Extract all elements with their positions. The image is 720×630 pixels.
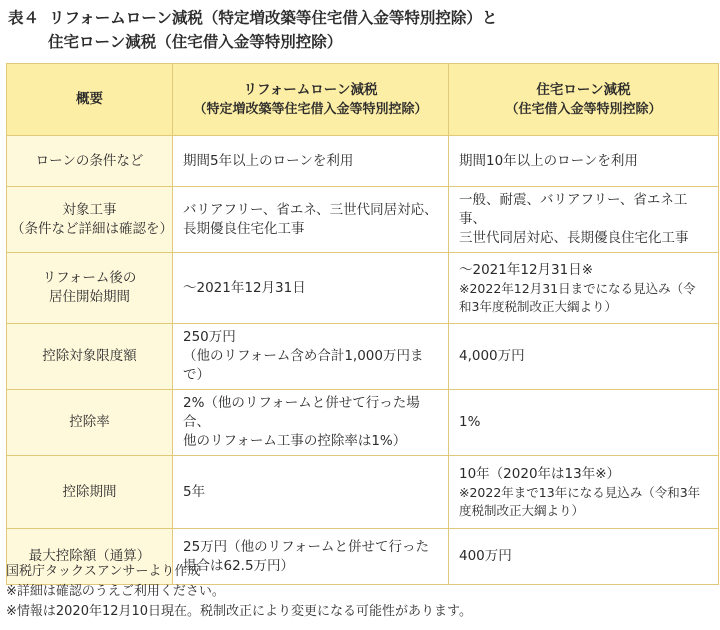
- footnote: ※詳細は確認のうえご利用ください。: [6, 584, 225, 599]
- header-overview: 概要: [7, 64, 173, 136]
- row-label: 控除率: [7, 390, 173, 456]
- header-reform-loan: リフォームローン減税 （特定増改築等住宅借入金等特別控除）: [173, 64, 449, 136]
- row-label: 対象工事 （条件など詳細は確認を）: [7, 187, 173, 253]
- housing-cell: 4,000万円: [449, 324, 719, 390]
- housing-cell: 期間10年以上のローンを利用: [449, 136, 719, 187]
- header-housing-loan: 住宅ローン減税 （住宅借入金等特別控除）: [449, 64, 719, 136]
- table-row: [7, 136, 719, 187]
- table-header-row: [7, 64, 719, 136]
- title-line-1: 表４ リフォームローン減税（特定増改築等住宅借入金等特別控除）と: [8, 9, 498, 27]
- reform-cell: 5年: [173, 456, 449, 529]
- reform-cell: 25万円（他のリフォームと併せて行った 場合は62.5万円）: [173, 529, 449, 585]
- table-row: [7, 324, 719, 390]
- table-title: [8, 6, 714, 54]
- table-row: [7, 456, 719, 529]
- row-label: ローンの条件など: [7, 136, 173, 187]
- reform-cell: 期間5年以上のローンを利用: [173, 136, 449, 187]
- housing-note: ※2022年12月31日までになる見込み（令和3年度税制改正大綱より）: [459, 280, 696, 314]
- table-row: [7, 187, 719, 253]
- housing-cell: 一般、耐震、バリアフリー、省エネ工事、 三世代同居対応、長期優良住宅化工事: [449, 187, 719, 253]
- housing-note: ※2022年まで13年になる見込み（令和3年度税制改正大綱より）: [459, 484, 701, 518]
- table-row: [7, 390, 719, 456]
- reform-cell: ～2021年12月31日: [173, 253, 449, 324]
- housing-cell: 10年（2020年は13年※） ※2022年まで13年になる見込み（令和3年度税制改正大綱より）: [449, 456, 719, 529]
- row-label: 控除期間: [7, 456, 173, 529]
- table-row: [7, 253, 719, 324]
- reform-cell: 250万円 （他のリフォーム含め合計1,000万円まで）: [173, 324, 449, 390]
- row-label: 控除対象限度額: [7, 324, 173, 390]
- reform-cell: 2%（他のリフォームと併せて行った場合、 他のリフォーム工事の控除率は1%）: [173, 390, 449, 456]
- row-label: 最大控除額（通算）: [7, 529, 173, 585]
- footnote: ※情報は2020年12月10日現在。税制改正により変更になる可能性があります。: [6, 604, 473, 619]
- footer-notes: [6, 562, 718, 622]
- housing-cell: 400万円: [449, 529, 719, 585]
- housing-cell: 1%: [449, 390, 719, 456]
- source-note: 国税庁タックスアンサーより作成: [6, 564, 201, 579]
- table-number: 表４: [8, 9, 40, 27]
- title-line-2: 住宅ローン減税（住宅借入金等特別控除）: [48, 33, 343, 51]
- housing-cell: ～2021年12月31日※ ※2022年12月31日までになる見込み（令和3年度税制改正大綱より）: [449, 253, 719, 324]
- tax-deduction-table: [6, 63, 719, 585]
- row-label: リフォーム後の 居住開始期間: [7, 253, 173, 324]
- reform-cell: バリアフリー、省エネ、三世代同居対応、 長期優良住宅化工事: [173, 187, 449, 253]
